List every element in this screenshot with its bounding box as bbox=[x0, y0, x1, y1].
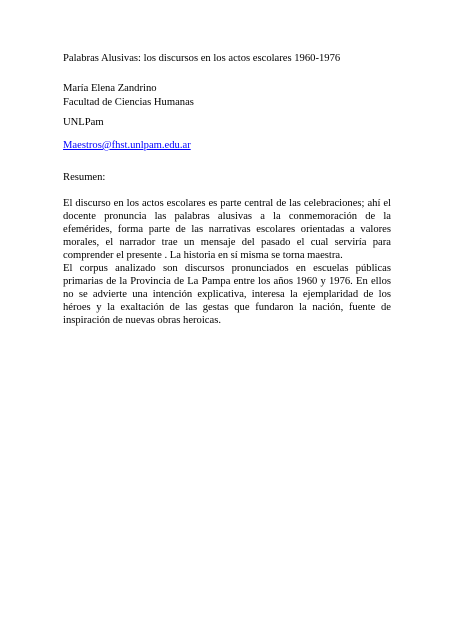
abstract-label: Resumen: bbox=[63, 172, 106, 183]
abstract-paragraph-2: El corpus analizado son discursos pronunciados en escuelas públicas primarias de la Provincia de La Pampa entre los años 1960 y 1976. En ellos no se advierte una intención explicativa, interesa la ejemplaridad de los héroes y la exaltación de las gestas que fundaron la nación, fuente de inspiración de nuevas obras heroicas. bbox=[63, 263, 391, 326]
university-name: UNLPam bbox=[63, 117, 104, 128]
abstract-paragraph-1: El discurso en los actos escolares es parte central de las celebraciones; ahí el docente pronuncia las palabras alusivas a la conmemoración de la efemérides, forma parte de las narrativas escolares orientadas a valores morales, el narrador trae un mensaje del pasado el cual serviría para comprender el presente . La historia en sí misma se torna maestra. bbox=[63, 198, 391, 261]
document-title: Palabras Alusivas: los discursos en los actos escolares 1960-1976 bbox=[63, 53, 341, 64]
author-name: María Elena Zandrino bbox=[63, 83, 157, 94]
email-link[interactable]: Maestros@fhst.unlpam.edu.ar bbox=[63, 140, 191, 151]
faculty-name: Facultad de Ciencias Humanas bbox=[63, 97, 194, 108]
abstract-body bbox=[63, 197, 391, 327]
